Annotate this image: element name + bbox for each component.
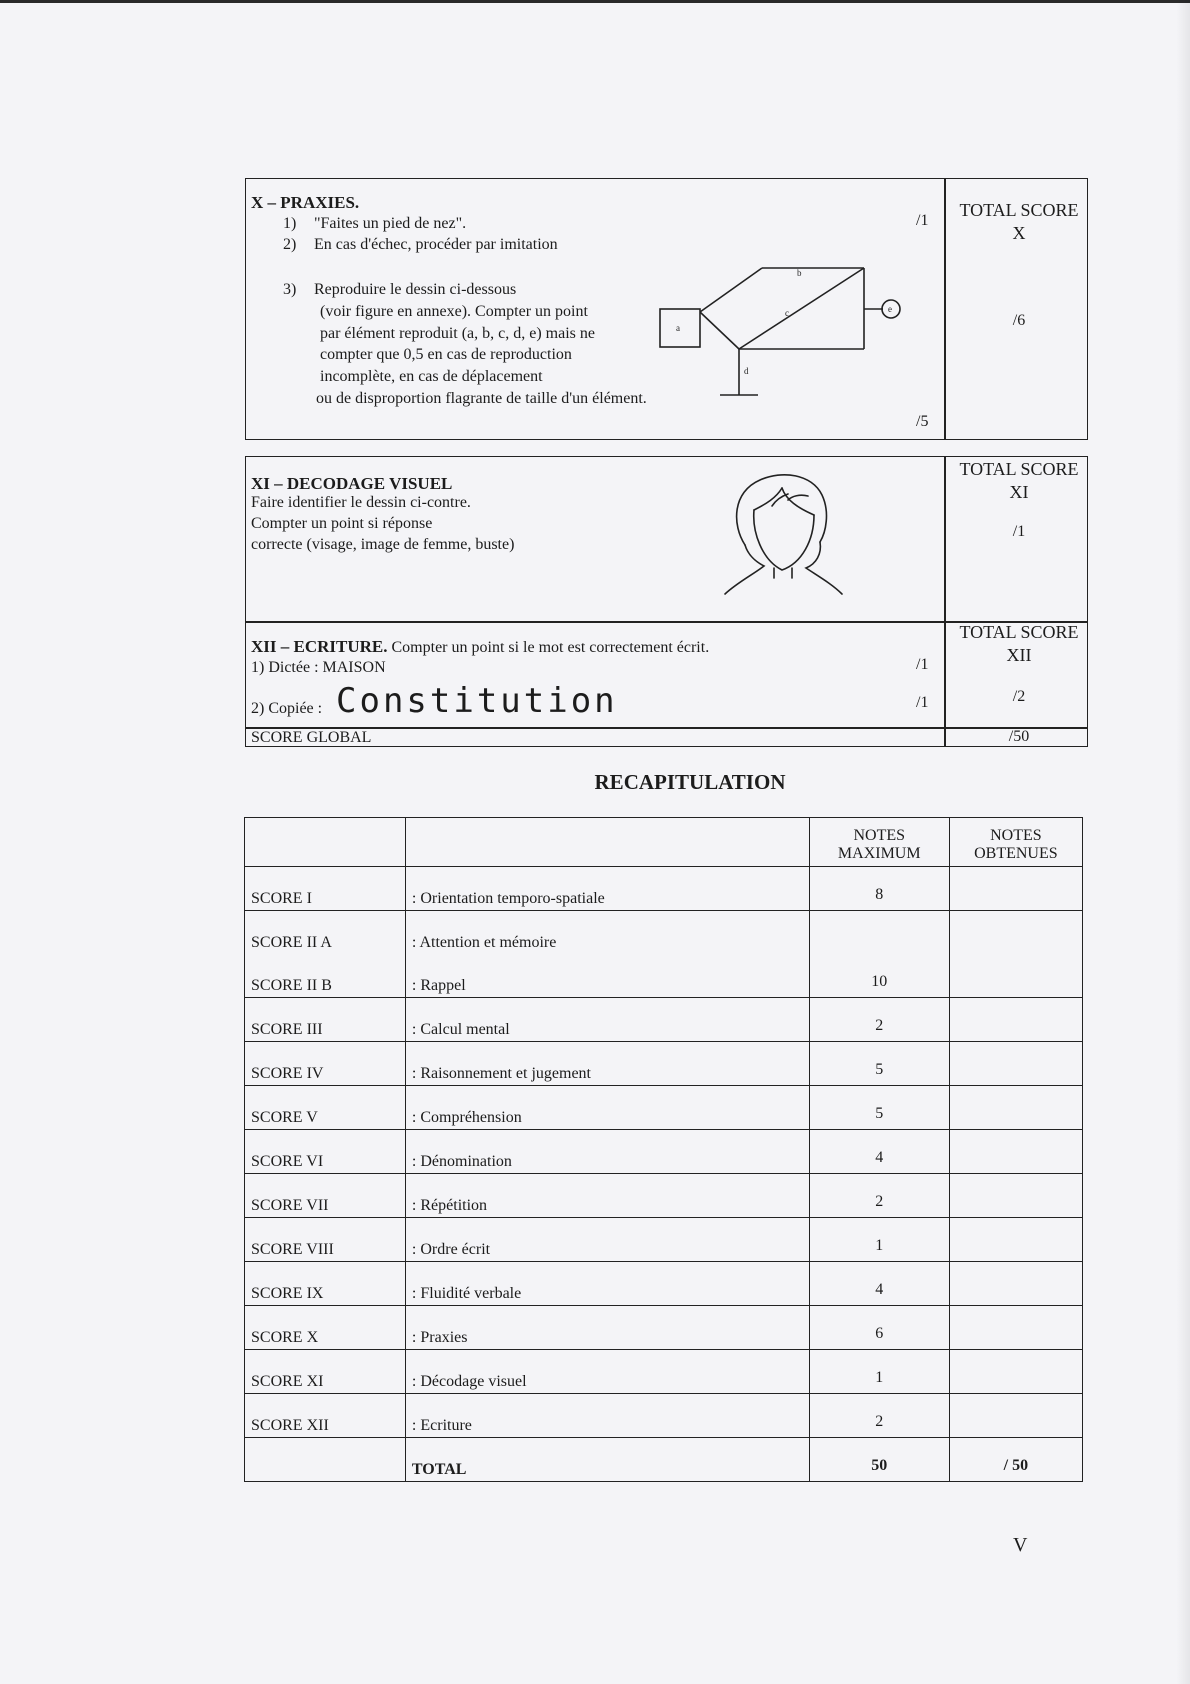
recap-score-name: SCORE XII bbox=[245, 1394, 406, 1438]
recap-header-max-line1: NOTES bbox=[853, 827, 906, 844]
figure-line bbox=[700, 312, 739, 349]
section-xii-instruction: Compter un point si le mot est correctement écrit. bbox=[387, 639, 710, 656]
face-outline bbox=[754, 510, 814, 570]
recap-score-label: : Praxies bbox=[405, 1306, 809, 1350]
recap-score-label: : Décodage visuel bbox=[405, 1350, 809, 1394]
recap-score-label: : Ordre écrit bbox=[405, 1218, 809, 1262]
recap-score-obtained bbox=[949, 1394, 1082, 1438]
shoulder-left bbox=[725, 545, 764, 594]
recap-score-obtained bbox=[949, 1086, 1082, 1130]
section-xi-total-value: /1 bbox=[1012, 523, 1026, 540]
section-x-total-number: X bbox=[1012, 223, 1026, 243]
recap-table bbox=[244, 817, 1083, 1482]
recap-score-obtained bbox=[949, 911, 1082, 955]
section-xi-total-number: XI bbox=[1009, 482, 1029, 502]
recap-score-name: SCORE IX bbox=[245, 1262, 406, 1306]
section-xi-total-label: TOTAL SCORE bbox=[959, 459, 1079, 479]
recap-score-label: : Orientation temporo-spatiale bbox=[405, 867, 809, 911]
recap-score-max: 10 bbox=[809, 954, 949, 998]
woman-face-drawing bbox=[720, 470, 850, 598]
section-x-item2: En cas d'échec, procéder par imitation bbox=[314, 236, 558, 253]
recap-score-name: SCORE I bbox=[245, 867, 406, 911]
recap-score-obtained bbox=[949, 1042, 1082, 1086]
recap-score-name: SCORE V bbox=[245, 1086, 406, 1130]
table-row bbox=[245, 911, 1083, 955]
recap-score-label: : Ecriture bbox=[405, 1394, 809, 1438]
recap-score-label: : Attention et mémoire bbox=[405, 911, 809, 955]
recap-total-row bbox=[245, 1438, 1083, 1482]
fringe-right bbox=[782, 488, 814, 515]
section-xii-total-number: XII bbox=[1006, 645, 1032, 665]
figure-line bbox=[700, 268, 762, 312]
praxies-figure bbox=[655, 258, 905, 403]
scan-right-shadow bbox=[1176, 0, 1190, 1684]
section-x-total-value: /6 bbox=[1012, 312, 1026, 329]
section-xii-heading bbox=[251, 637, 709, 657]
section-x-item3-line: (voir figure en annexe). Compter un point bbox=[320, 303, 588, 320]
recap-score-name: SCORE IV bbox=[245, 1042, 406, 1086]
section-xii-total-label: TOTAL SCORE bbox=[959, 622, 1079, 642]
recap-header-obtained bbox=[949, 818, 1082, 867]
recap-score-name: SCORE XI bbox=[245, 1350, 406, 1394]
section-xii-item1: 1) Dictée : MAISON bbox=[251, 659, 386, 676]
section-xii-item2-score: /1 bbox=[916, 694, 929, 711]
section-xii-total-value: /2 bbox=[1012, 688, 1026, 705]
table-row bbox=[245, 1350, 1083, 1394]
recap-score-label: : Compréhension bbox=[405, 1086, 809, 1130]
section-x-item3-line: compter que 0,5 en cas de reproduction bbox=[320, 346, 572, 363]
recap-score-max: 2 bbox=[809, 1394, 949, 1438]
section-xi-line: correcte (visage, image de femme, buste) bbox=[251, 536, 515, 553]
figure-label-e: e bbox=[888, 304, 892, 314]
recap-score-obtained bbox=[949, 1350, 1082, 1394]
figure-label-b: b bbox=[797, 268, 802, 278]
shoulder-right bbox=[806, 542, 842, 594]
recap-score-name: SCORE II B bbox=[245, 954, 406, 998]
recap-score-max: 8 bbox=[809, 867, 949, 911]
recap-score-max: 6 bbox=[809, 1306, 949, 1350]
section-x-item3-score: /5 bbox=[916, 413, 929, 430]
section-x-total-label: TOTAL SCORE bbox=[959, 200, 1079, 220]
score-global-label: SCORE GLOBAL bbox=[251, 729, 372, 746]
table-row bbox=[245, 1130, 1083, 1174]
recap-score-name: SCORE VI bbox=[245, 1130, 406, 1174]
recap-total-max: 50 bbox=[809, 1438, 949, 1482]
table-row bbox=[245, 998, 1083, 1042]
recap-score-label: : Fluidité verbale bbox=[405, 1262, 809, 1306]
recap-header-max-line2: MAXIMUM bbox=[837, 845, 921, 862]
section-x-item3-line: par élément reproduit (a, b, c, d, e) mais ne bbox=[320, 325, 595, 342]
section-x-item1-num: 1) bbox=[283, 215, 297, 232]
figure-label-d: d bbox=[744, 366, 749, 376]
section-x-item2-num: 2) bbox=[283, 236, 297, 253]
recap-header-max bbox=[809, 818, 949, 867]
recap-score-name: SCORE VII bbox=[245, 1174, 406, 1218]
table-row bbox=[245, 1306, 1083, 1350]
section-xii-item1-score: /1 bbox=[916, 656, 929, 673]
section-x-item3-line: ou de disproportion flagrante de taille d'un élément. bbox=[316, 390, 647, 407]
recap-score-obtained bbox=[949, 1174, 1082, 1218]
section-x-title: X – PRAXIES. bbox=[251, 193, 360, 212]
recap-header-row bbox=[245, 818, 1083, 867]
section-x-item3-num: 3) bbox=[283, 281, 297, 298]
table-row bbox=[245, 1174, 1083, 1218]
table-row bbox=[245, 1262, 1083, 1306]
table-row bbox=[245, 1218, 1083, 1262]
recap-score-max: 1 bbox=[809, 1218, 949, 1262]
recap-total-empty bbox=[245, 1438, 406, 1482]
recap-score-obtained bbox=[949, 1130, 1082, 1174]
recap-score-name: SCORE II A bbox=[245, 911, 406, 955]
recap-header-obtained-line2: OBTENUES bbox=[974, 845, 1058, 862]
recap-title: RECAPITULATION bbox=[594, 770, 786, 794]
table-row bbox=[245, 867, 1083, 911]
recap-score-obtained bbox=[949, 1262, 1082, 1306]
recap-score-max: 2 bbox=[809, 1174, 949, 1218]
recap-total-obtained: / 50 bbox=[949, 1438, 1082, 1482]
section-x-item1-score: /1 bbox=[916, 212, 929, 229]
recap-score-max: 5 bbox=[809, 1086, 949, 1130]
score-global-value: /50 bbox=[1008, 728, 1030, 745]
section-x-item3-line: incomplète, en cas de déplacement bbox=[320, 368, 543, 385]
figure-line-c bbox=[739, 268, 864, 349]
section-x-divider bbox=[944, 178, 946, 440]
recap-score-obtained bbox=[949, 1306, 1082, 1350]
recap-score-max: 4 bbox=[809, 1130, 949, 1174]
page-number: V bbox=[1013, 1534, 1028, 1556]
section-xi-line: Compter un point si réponse bbox=[251, 515, 433, 532]
section-xi-title: XI – DECODAGE VISUEL bbox=[251, 474, 453, 493]
recap-score-max: 1 bbox=[809, 1350, 949, 1394]
table-row bbox=[245, 954, 1083, 998]
recap-total-label: TOTAL bbox=[405, 1438, 809, 1482]
hair-strand bbox=[788, 495, 808, 500]
section-xi-xii-divider bbox=[944, 456, 946, 747]
recap-score-label: : Répétition bbox=[405, 1174, 809, 1218]
table-row bbox=[245, 1042, 1083, 1086]
recap-score-name: SCORE III bbox=[245, 998, 406, 1042]
recap-score-max: 5 bbox=[809, 1042, 949, 1086]
section-xii-copy-word: Constitution bbox=[336, 681, 618, 721]
recap-score-label: : Calcul mental bbox=[405, 998, 809, 1042]
figure-label-a: a bbox=[676, 323, 680, 333]
recap-score-label: : Dénomination bbox=[405, 1130, 809, 1174]
recap-score-obtained bbox=[949, 954, 1082, 998]
recap-score-obtained bbox=[949, 1218, 1082, 1262]
figure-label-c: c bbox=[785, 308, 789, 318]
section-x-item1: "Faites un pied de nez". bbox=[314, 215, 467, 232]
recap-score-label: : Rappel bbox=[405, 954, 809, 998]
recap-score-obtained bbox=[949, 867, 1082, 911]
hair-outline bbox=[737, 475, 827, 545]
recap-score-max: 4 bbox=[809, 1262, 949, 1306]
section-xi-line: Faire identifier le dessin ci-contre. bbox=[251, 494, 471, 511]
table-row bbox=[245, 1086, 1083, 1130]
recap-header-empty bbox=[405, 818, 809, 867]
recap-score-max: 2 bbox=[809, 998, 949, 1042]
table-row bbox=[245, 1394, 1083, 1438]
section-xii-item2-label: 2) Copiée : bbox=[251, 700, 323, 717]
recap-header-obtained-line1: NOTES bbox=[990, 827, 1042, 844]
recap-score-obtained bbox=[949, 998, 1082, 1042]
recap-header-empty bbox=[245, 818, 406, 867]
scan-top-edge bbox=[0, 0, 1190, 3]
recap-score-max bbox=[809, 911, 949, 955]
recap-score-name: SCORE VIII bbox=[245, 1218, 406, 1262]
section-x-item3-line: Reproduire le dessin ci-dessous bbox=[314, 281, 517, 298]
recap-score-name: SCORE X bbox=[245, 1306, 406, 1350]
recap-score-label: : Raisonnement et jugement bbox=[405, 1042, 809, 1086]
section-xii-title: XII – ECRITURE. bbox=[251, 637, 388, 656]
figure-square-a bbox=[660, 309, 700, 347]
